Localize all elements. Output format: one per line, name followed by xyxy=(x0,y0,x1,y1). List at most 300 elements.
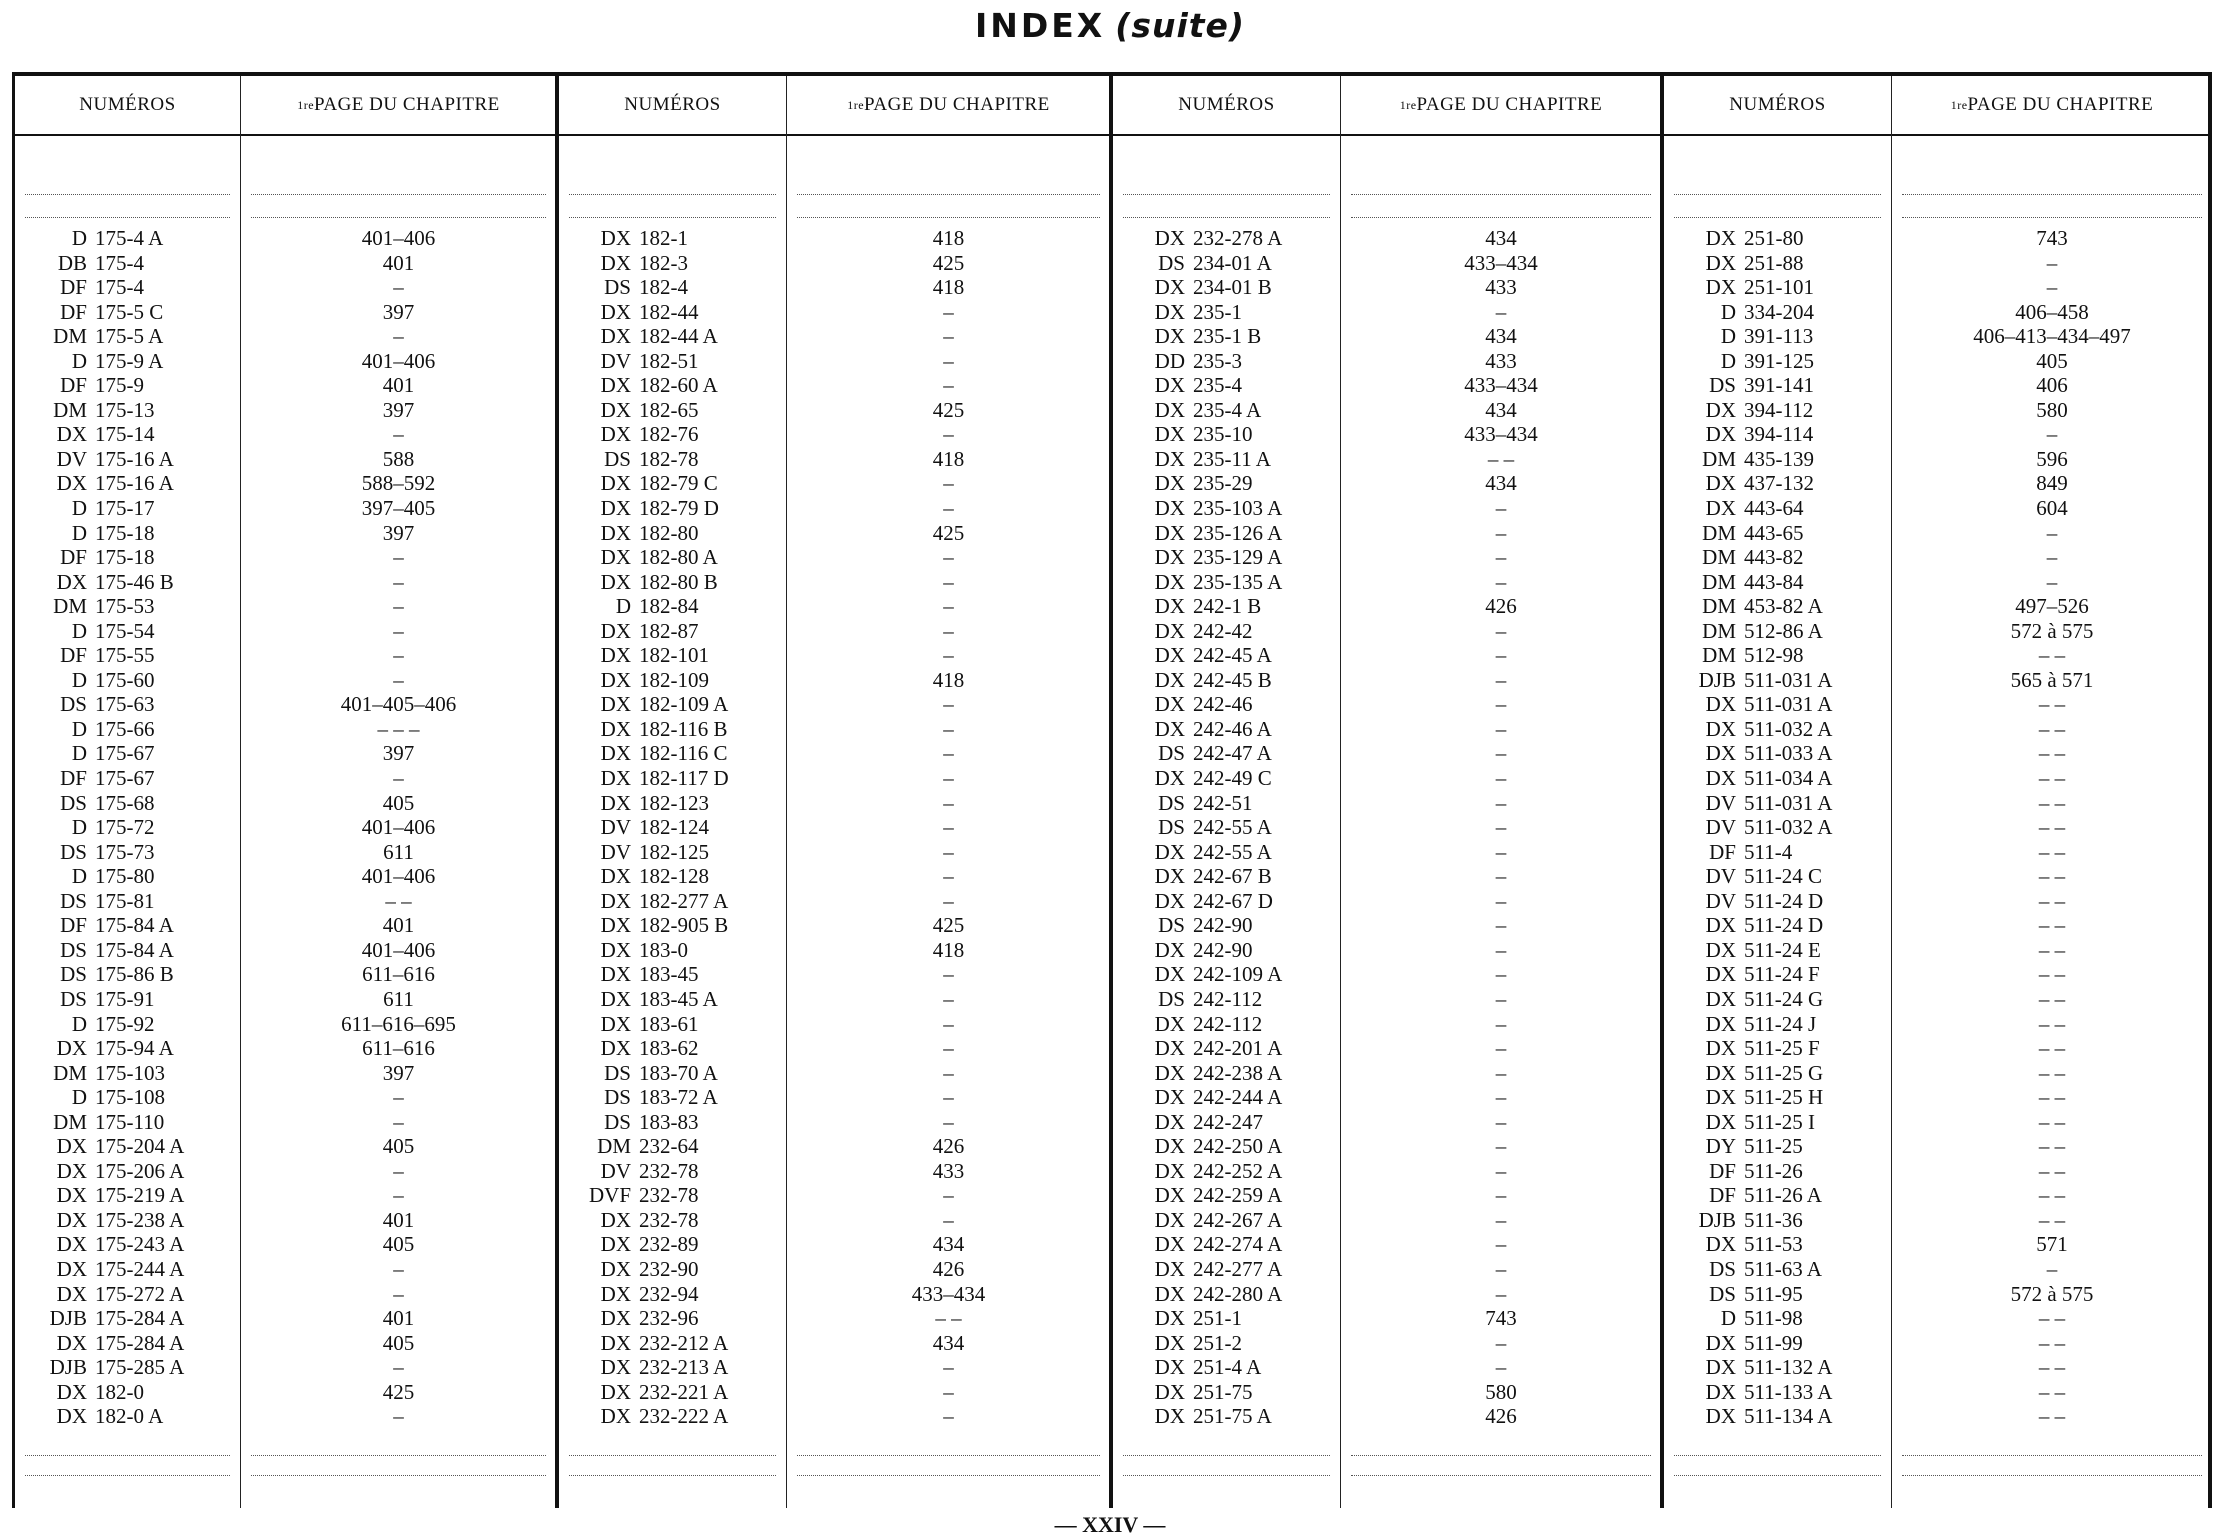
index-number xyxy=(1113,275,1340,300)
index-number xyxy=(1664,422,1891,447)
chapter-page: – xyxy=(943,864,954,889)
number-code: 182-101 xyxy=(639,643,709,668)
number-code: 175-284 A xyxy=(95,1330,185,1355)
chapter-page: – – xyxy=(2038,1011,2066,1036)
number-code: 232-90 xyxy=(639,1256,699,1281)
index-number xyxy=(1113,889,1340,914)
number-prefix: DX xyxy=(600,790,631,815)
index-number xyxy=(1664,840,1891,865)
chapter-page: 401–406 xyxy=(361,937,436,962)
index-number xyxy=(1113,1208,1340,1233)
number-code: 182-78 xyxy=(639,446,699,471)
index-number xyxy=(15,226,240,251)
chapter-page: – xyxy=(2046,545,2058,570)
index-number xyxy=(15,324,240,349)
number-code: 232-213 A xyxy=(639,1355,729,1380)
number-prefix: DX xyxy=(1705,226,1736,250)
number-code: 182-0 A xyxy=(95,1404,164,1429)
chapter-page: 611 xyxy=(383,839,414,864)
number-prefix: DX xyxy=(1705,741,1736,766)
index-number xyxy=(1113,987,1340,1012)
number-prefix: DS xyxy=(1158,741,1185,766)
chapter-page: 405 xyxy=(382,1232,415,1257)
chapter-page: – – xyxy=(2038,1158,2066,1183)
chapter-page: 397–405 xyxy=(361,496,436,521)
page-number-footer: — XXIV — xyxy=(1054,1512,1166,1537)
index-number xyxy=(1113,840,1340,865)
number-code: 175-81 xyxy=(95,888,155,913)
number-prefix: DS xyxy=(604,1085,631,1110)
index-number xyxy=(559,496,786,521)
chapter-page: 580 xyxy=(1485,1379,1517,1404)
index-number xyxy=(559,251,786,276)
index-number xyxy=(1664,668,1891,693)
chapter-page: – xyxy=(943,1085,954,1110)
number-code: 182-4 xyxy=(639,275,688,300)
number-code: 251-4 A xyxy=(1193,1355,1262,1380)
chapter-page: – – xyxy=(2038,741,2066,766)
index-number xyxy=(1113,864,1340,889)
number-prefix: DX xyxy=(56,1232,87,1257)
number-code: 182-79 D xyxy=(639,496,719,521)
chapter-page: – – xyxy=(2038,1183,2066,1208)
number-code: 175-4 A xyxy=(95,226,164,250)
number-code: 511-032 A xyxy=(1744,716,1833,741)
numeros-column xyxy=(15,76,240,1508)
number-code: 183-0 xyxy=(639,937,688,962)
index-number xyxy=(1113,1282,1340,1307)
chapter-page: – xyxy=(1495,618,1507,643)
index-number xyxy=(1664,987,1891,1012)
index-number xyxy=(15,594,240,619)
number-code: 232-221 A xyxy=(639,1379,729,1404)
number-code: 251-88 xyxy=(1744,250,1804,275)
page-title xyxy=(0,6,2220,45)
number-code: 175-285 A xyxy=(95,1355,185,1380)
number-prefix: DX xyxy=(600,667,631,692)
index-number xyxy=(1664,913,1891,938)
number-prefix: D xyxy=(71,496,87,521)
chapter-page: 406–458 xyxy=(2015,299,2089,324)
chapter-page: 406 xyxy=(2036,373,2068,398)
chapter-page: 397 xyxy=(382,299,415,324)
chapter-page: – xyxy=(1495,667,1507,692)
chapter-page: – xyxy=(393,1256,404,1281)
chapter-page: – xyxy=(943,741,954,766)
number-code: 242-250 A xyxy=(1193,1134,1283,1159)
number-code: 511-36 xyxy=(1744,1207,1803,1232)
index-number xyxy=(1664,766,1891,791)
number-prefix: DX xyxy=(600,250,631,275)
number-prefix: DX xyxy=(600,643,631,668)
dotted-rule xyxy=(25,194,230,195)
number-code: 175-60 xyxy=(95,667,155,692)
index-number xyxy=(1113,1134,1340,1159)
chapter-page: – – xyxy=(2038,1036,2066,1061)
number-prefix: DS xyxy=(1158,250,1185,275)
number-code: 175-91 xyxy=(95,986,155,1011)
number-prefix: DX xyxy=(600,299,631,324)
number-code: 175-18 xyxy=(95,545,155,570)
index-number xyxy=(1664,938,1891,963)
number-prefix: DX xyxy=(1705,766,1736,791)
number-prefix: DX xyxy=(1154,1085,1185,1110)
index-number xyxy=(15,521,240,546)
chapter-page: 426 xyxy=(932,1134,965,1159)
number-prefix: DX xyxy=(600,569,631,594)
chapter-page: – – xyxy=(2038,766,2066,791)
dotted-rule xyxy=(1123,1455,1330,1456)
chapter-page: – xyxy=(1495,1011,1507,1036)
number-prefix: DD xyxy=(1154,348,1185,373)
page-header-label: PAGE DU CHAPITRE xyxy=(1967,94,2154,115)
number-code: 175-110 xyxy=(95,1109,165,1134)
number-prefix: DX xyxy=(600,520,631,545)
dotted-rule xyxy=(1351,217,1651,218)
number-code: 251-101 xyxy=(1744,275,1814,300)
chapter-page: 611–616–695 xyxy=(341,1011,456,1036)
index-number xyxy=(559,447,786,472)
number-code: 175-5 C xyxy=(95,299,164,324)
chapter-page: – xyxy=(943,766,954,791)
chapter-page: – xyxy=(943,962,954,987)
number-code: 232-64 xyxy=(639,1134,699,1159)
page-header xyxy=(241,76,556,136)
dotted-rule xyxy=(1351,1475,1651,1476)
index-number xyxy=(15,1331,240,1356)
chapter-page: – – xyxy=(2038,692,2066,717)
chapter-page: 401–406 xyxy=(361,226,436,250)
index-number xyxy=(559,938,786,963)
index-number xyxy=(1113,1306,1340,1331)
number-prefix: DX xyxy=(56,471,87,496)
number-code: 182-80 B xyxy=(639,569,718,594)
number-prefix: D xyxy=(71,716,87,741)
number-prefix: DM xyxy=(1702,520,1736,545)
number-code: 511-25 F xyxy=(1744,1036,1820,1061)
index-number xyxy=(1664,373,1891,398)
chapter-page: – xyxy=(393,618,404,643)
chapter-page: – – xyxy=(2038,962,2066,987)
chapter-page: 401–405–406 xyxy=(340,692,457,717)
chapter-page: 611–616 xyxy=(362,962,435,987)
index-number xyxy=(559,521,786,546)
number-code: 175-66 xyxy=(95,716,155,741)
index-number xyxy=(1664,962,1891,987)
index-number xyxy=(1113,570,1340,595)
chapter-page: – xyxy=(393,545,404,570)
chapter-page: 433 xyxy=(1485,275,1517,300)
chapter-page: – xyxy=(943,324,954,349)
number-code: 183-70 A xyxy=(639,1060,718,1085)
index-number xyxy=(1664,251,1891,276)
index-number xyxy=(1113,1110,1340,1135)
chapter-page: – xyxy=(1495,1330,1507,1355)
index-number xyxy=(559,398,786,423)
dotted-rule xyxy=(1123,1475,1330,1476)
index-number xyxy=(15,1012,240,1037)
number-prefix: D xyxy=(1720,299,1736,324)
number-prefix: D xyxy=(615,594,631,619)
chapter-page: 401 xyxy=(382,1207,415,1232)
number-prefix: D xyxy=(71,864,87,889)
number-prefix: DF xyxy=(1709,1183,1736,1208)
chapter-page: 401 xyxy=(382,250,415,275)
number-code: 443-82 xyxy=(1744,545,1804,570)
index-number xyxy=(1113,791,1340,816)
index-number xyxy=(559,1282,786,1307)
chapter-page: – xyxy=(943,1109,954,1134)
page-header xyxy=(1341,76,1661,136)
number-prefix: DX xyxy=(1705,692,1736,717)
number-code: 175-284 A xyxy=(95,1306,185,1331)
number-code: 234-01 B xyxy=(1193,275,1272,300)
index-number xyxy=(1113,1036,1340,1061)
number-code: 511-031 A xyxy=(1744,692,1833,717)
chapter-page: 418 xyxy=(932,937,965,962)
number-prefix: DM xyxy=(53,1060,87,1085)
numeros-list xyxy=(559,226,786,1429)
number-prefix: DF xyxy=(60,275,87,300)
number-code: 511-133 A xyxy=(1744,1379,1833,1404)
number-code: 242-247 xyxy=(1193,1109,1263,1134)
index-number xyxy=(1664,1282,1891,1307)
chapter-page: – xyxy=(1495,545,1507,570)
index-number xyxy=(15,643,240,668)
number-code: 511-134 A xyxy=(1744,1404,1833,1429)
index-number xyxy=(15,791,240,816)
number-code: 242-280 A xyxy=(1193,1281,1283,1306)
number-code: 175-204 A xyxy=(95,1134,185,1159)
number-prefix: DX xyxy=(1154,299,1185,324)
numeros-list xyxy=(15,226,240,1429)
chapter-page: – xyxy=(1495,643,1507,668)
number-code: 242-49 C xyxy=(1193,766,1272,791)
number-code: 453-82 A xyxy=(1744,594,1823,619)
chapter-page: – xyxy=(1495,962,1507,987)
index-number xyxy=(15,1085,240,1110)
number-code: 511-63 A xyxy=(1744,1256,1822,1281)
index-number xyxy=(1113,398,1340,423)
index-number xyxy=(15,619,240,644)
index-number xyxy=(15,471,240,496)
index-number xyxy=(1113,1183,1340,1208)
dotted-rule xyxy=(569,1455,776,1456)
numeros-list xyxy=(1664,226,1891,1429)
number-code: 175-53 xyxy=(95,594,155,619)
index-number xyxy=(1113,373,1340,398)
number-code: 511-24 F xyxy=(1744,962,1820,987)
number-prefix: DX xyxy=(1154,1404,1185,1429)
chapter-page: 401–406 xyxy=(361,864,436,889)
index-number xyxy=(559,1110,786,1135)
index-number xyxy=(1664,226,1891,251)
chapter-page: 743 xyxy=(2036,226,2068,250)
index-number xyxy=(1664,300,1891,325)
index-number xyxy=(15,1306,240,1331)
number-code: 242-238 A xyxy=(1193,1060,1283,1085)
index-number xyxy=(559,791,786,816)
number-prefix: DS xyxy=(60,790,87,815)
chapter-page: – xyxy=(943,839,954,864)
number-code: 182-51 xyxy=(639,348,699,373)
index-number xyxy=(1664,496,1891,521)
number-prefix: DS xyxy=(60,888,87,913)
index-number xyxy=(15,717,240,742)
chapter-page: 572 à 575 xyxy=(2010,618,2094,643)
index-number xyxy=(1664,1061,1891,1086)
number-prefix: DX xyxy=(1705,1404,1736,1429)
chapter-page: 426 xyxy=(1485,594,1517,619)
index-number xyxy=(1113,962,1340,987)
number-prefix: DX xyxy=(600,888,631,913)
number-prefix: DX xyxy=(600,226,631,250)
number-prefix: DX xyxy=(56,422,87,447)
number-prefix: DX xyxy=(56,1036,87,1061)
dotted-rule xyxy=(1351,1455,1651,1456)
page-header-superscript: 1re xyxy=(847,97,865,112)
number-code: 175-92 xyxy=(95,1011,155,1036)
index-number xyxy=(15,1257,240,1282)
number-code: 242-244 A xyxy=(1193,1085,1283,1110)
number-prefix: DS xyxy=(1158,790,1185,815)
index-number xyxy=(1113,251,1340,276)
number-prefix: DS xyxy=(60,937,87,962)
number-code: 183-83 xyxy=(639,1109,699,1134)
number-code: 175-9 xyxy=(95,373,144,398)
index-number xyxy=(1664,791,1891,816)
number-code: 242-112 xyxy=(1193,1011,1263,1036)
number-code: 511-25 H xyxy=(1744,1085,1824,1110)
index-number xyxy=(1664,1012,1891,1037)
number-code: 175-243 A xyxy=(95,1232,185,1257)
number-prefix: DF xyxy=(60,299,87,324)
number-prefix: DX xyxy=(600,618,631,643)
number-prefix: DX xyxy=(1154,1036,1185,1061)
index-number xyxy=(1113,300,1340,325)
number-code: 232-96 xyxy=(639,1306,699,1331)
index-number xyxy=(559,643,786,668)
number-code: 232-89 xyxy=(639,1232,699,1257)
number-code: 251-2 xyxy=(1193,1330,1242,1355)
number-prefix: DX xyxy=(600,422,631,447)
number-prefix: DX xyxy=(1154,1207,1185,1232)
numeros-header: NUMÉROS xyxy=(1664,76,1891,136)
index-number xyxy=(559,692,786,717)
number-prefix: DX xyxy=(56,1183,87,1208)
number-prefix: DX xyxy=(1154,643,1185,668)
number-prefix: DX xyxy=(1705,1085,1736,1110)
number-prefix: DS xyxy=(1709,373,1736,398)
chapter-page: 425 xyxy=(932,250,965,275)
index-number xyxy=(1664,349,1891,374)
chapter-page: – xyxy=(393,275,404,300)
number-code: 512-86 A xyxy=(1744,618,1823,643)
number-prefix: DX xyxy=(56,1158,87,1183)
number-prefix: DF xyxy=(1709,1158,1736,1183)
page-header-superscript: 1re xyxy=(297,97,315,112)
number-code: 182-65 xyxy=(639,397,699,422)
number-code: 251-75 A xyxy=(1193,1404,1272,1429)
index-number xyxy=(15,1159,240,1184)
index-number xyxy=(15,398,240,423)
number-code: 182-117 D xyxy=(639,766,729,791)
chapter-page: – xyxy=(1495,1060,1507,1085)
chapter-page: – xyxy=(1495,1281,1507,1306)
number-code: 182-109 A xyxy=(639,692,729,717)
number-code: 175-18 xyxy=(95,520,155,545)
number-prefix: DX xyxy=(600,766,631,791)
index-number xyxy=(15,1061,240,1086)
chapter-page: – xyxy=(393,1404,404,1429)
index-number xyxy=(1664,447,1891,472)
number-prefix: DV xyxy=(600,348,631,373)
number-prefix: DX xyxy=(600,937,631,962)
chapter-page: – – xyxy=(2038,716,2066,741)
number-prefix: DX xyxy=(1705,962,1736,987)
number-code: 182-109 xyxy=(639,667,709,692)
index-number xyxy=(559,717,786,742)
number-code: 242-277 A xyxy=(1193,1256,1283,1281)
number-code: 511-24 E xyxy=(1744,937,1821,962)
number-code: 242-259 A xyxy=(1193,1183,1283,1208)
chapter-page: – xyxy=(393,1281,404,1306)
number-code: 175-46 B xyxy=(95,569,174,594)
dotted-rule xyxy=(569,194,776,195)
number-prefix: DX xyxy=(1705,1036,1736,1061)
number-prefix: DX xyxy=(1154,1355,1185,1380)
number-code: 435-139 xyxy=(1744,446,1814,471)
chapter-page: – xyxy=(943,692,954,717)
number-prefix: DX xyxy=(600,545,631,570)
number-prefix: DX xyxy=(1705,1060,1736,1085)
chapter-page: 580 xyxy=(2036,397,2068,422)
number-prefix: DS xyxy=(604,275,631,300)
page-header-label: PAGE DU CHAPITRE xyxy=(864,94,1050,115)
chapter-page: – xyxy=(1495,1256,1507,1281)
number-code: 512-98 xyxy=(1744,643,1804,668)
chapter-page: – xyxy=(393,1183,404,1208)
dotted-rule xyxy=(1351,194,1651,195)
number-code: 182-123 xyxy=(639,790,709,815)
number-code: 235-10 xyxy=(1193,422,1253,447)
number-prefix: DX xyxy=(1154,373,1185,398)
chapter-page: – xyxy=(2046,1256,2058,1281)
index-number xyxy=(1113,545,1340,570)
number-code: 183-61 xyxy=(639,1011,699,1036)
numeros-column xyxy=(1664,76,1891,1508)
number-prefix: DX xyxy=(1154,226,1185,250)
chapter-page: – – xyxy=(2038,1355,2066,1380)
number-prefix: DX xyxy=(600,1379,631,1404)
chapter-page: – – xyxy=(2038,1134,2066,1159)
number-prefix: DS xyxy=(1158,815,1185,840)
dotted-rule xyxy=(1902,1455,2202,1456)
number-prefix: DS xyxy=(604,1060,631,1085)
number-code: 511-24 G xyxy=(1744,986,1824,1011)
number-prefix: D xyxy=(71,741,87,766)
number-prefix: DX xyxy=(1154,692,1185,717)
number-prefix: DF xyxy=(1709,839,1736,864)
index-number xyxy=(559,471,786,496)
dotted-rule xyxy=(797,194,1100,195)
number-code: 511-53 xyxy=(1744,1232,1803,1257)
chapter-page: – xyxy=(393,1158,404,1183)
index-number xyxy=(559,1208,786,1233)
chapter-page: – – xyxy=(2038,888,2066,913)
number-code: 242-51 xyxy=(1193,790,1253,815)
number-prefix: DX xyxy=(1705,913,1736,938)
